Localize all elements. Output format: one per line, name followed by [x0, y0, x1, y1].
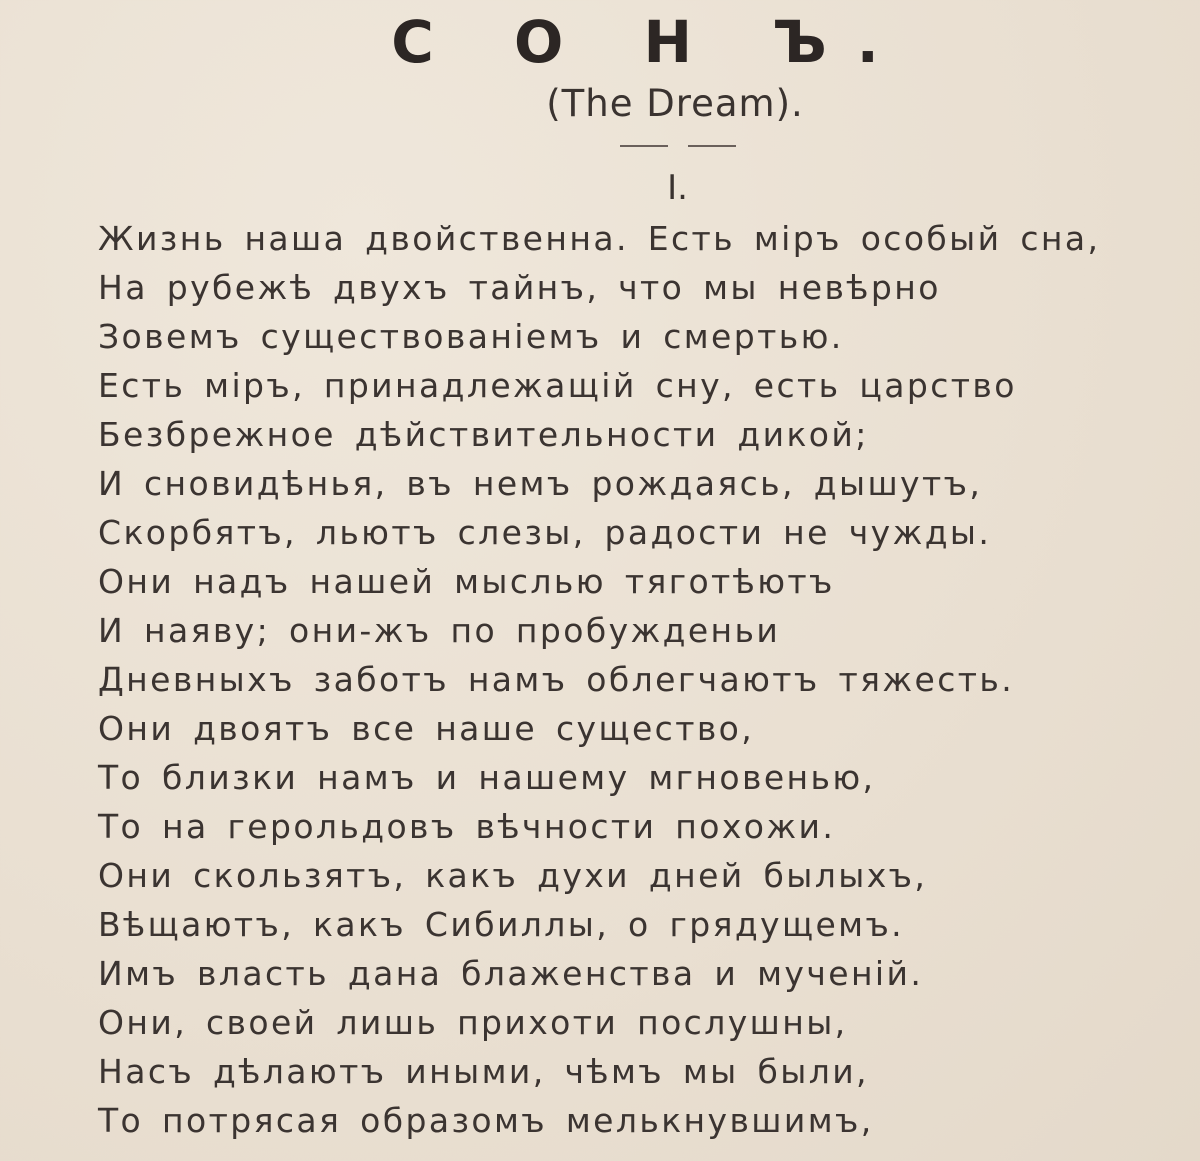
poem-line: Безбрежное дѣйствительности дикой;: [98, 415, 869, 454]
poem-line: Дневныхъ заботъ намъ облегчаютъ тяжесть.: [98, 660, 1015, 699]
poem-line: Жизнь наша двойственна. Есть міръ особый сна,: [98, 219, 1101, 258]
section-number: I.: [667, 168, 688, 208]
poem-line: То потрясая образомъ мелькнувшимъ,: [98, 1101, 874, 1140]
poem-line: Они надъ нашей мыслью тяготѣютъ: [98, 562, 835, 601]
divider-rule-left: [620, 145, 668, 147]
poem-title: С О Н Ъ.: [391, 8, 909, 76]
poem-line: Вѣщаютъ, какъ Сибиллы, о грядущемъ.: [98, 905, 905, 944]
poem-body: [98, 214, 1193, 1145]
poem-line: Зовемъ существованіемъ и смертью.: [98, 317, 844, 356]
poem-line: Имъ власть дана блаженства и мученій.: [98, 954, 924, 993]
poem-line: И наяву; они-жъ по пробужденьи: [98, 611, 781, 650]
divider-rule-right: [688, 145, 736, 147]
poem-line: Насъ дѣлаютъ иными, чѣмъ мы были,: [98, 1052, 869, 1091]
poem-line: На рубежѣ двухъ тайнъ, что мы невѣрно: [98, 268, 941, 307]
poem-line: Они скользятъ, какъ духи дней былыхъ,: [98, 856, 928, 895]
poem-line: Есть міръ, принадлежащій сну, есть царство: [98, 366, 1017, 405]
poem-line: Они двоятъ все наше существо,: [98, 709, 755, 748]
poem-line: И сновидѣнья, въ немъ рождаясь, дышутъ,: [98, 464, 983, 503]
title-divider: [620, 145, 736, 147]
poem-line: То на герольдовъ вѣчности похожи.: [98, 807, 836, 846]
poem-line: То близки намъ и нашему мгновенью,: [98, 758, 876, 797]
poem-line: Скорбятъ, льютъ слезы, радости не чужды.: [98, 513, 992, 552]
poem-subtitle: (The Dream).: [546, 82, 804, 125]
poem-line: Они, своей лишь прихоти послушны,: [98, 1003, 848, 1042]
